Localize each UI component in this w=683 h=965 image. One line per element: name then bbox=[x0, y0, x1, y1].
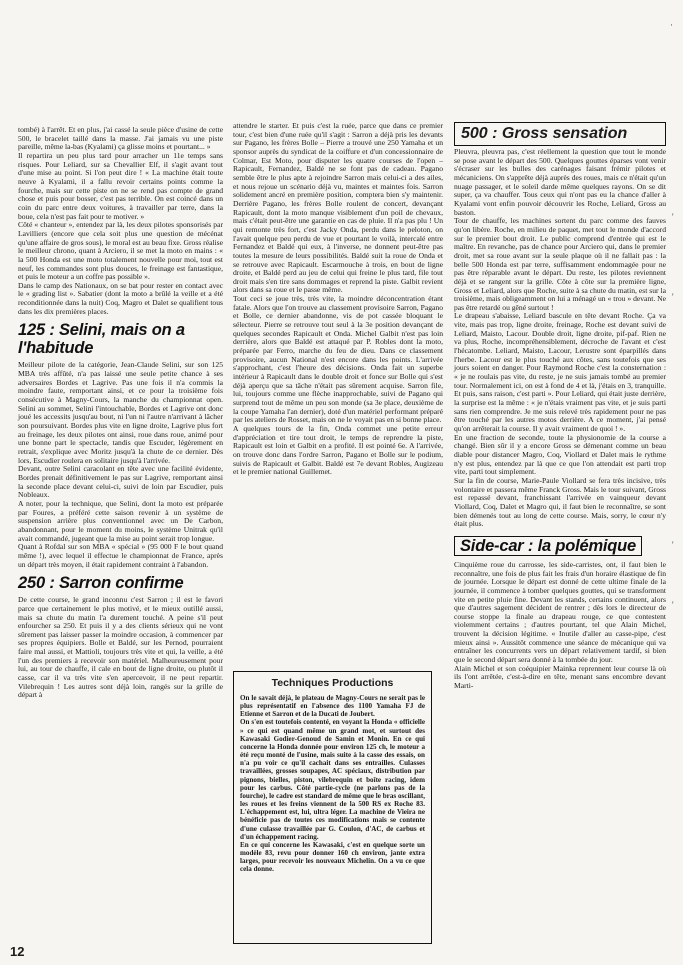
margin-mark: · bbox=[670, 20, 673, 30]
article-text: Meilleur pilote de la catégorie, Jean-Claude Selini, sur son 125 MBA très affûté, n'a pas laissé une seule petite chance à ses adversaires Bordes et Lagrive. Pas une fois il n'a commis la moindre faute, remportant ainsi, et ce pour la troisième fois consécutive à Magny-Cours, la manche du championnat open. Selini au sommet, Selini l'intouchable, Bordes et Lagrive ont donc joué les accessits jusqu'au bout, ni l'un ni l'autre n'arrivant à lâcher son poursuivant. Bordes plus vite en ligne droite, Lagrive plus fort au freinage, les deux pilotes ont ainsi, roue dans roue, animé pour une bonne part le spectacle, tandis que Escuder, légèrement en retrait, s'explique avec Moritz jusqu'à la chute de ce dernier. Dès lors, Escudier roulera en solitaire jusqu'à l'arrivée. Devant, outre Selini caracolant en tête avec une facilité évidente, Bordes prenait définitivement le pas sur Lagrive, remportant ainsi la seconde place devant celui-ci, suivi de loin par Escudier, puis Nobleaux. A noter, pour la technique, que Selini, dont la moto est préparée par Foures, a préféré cette saison revenir à un système de suspension arrière plus conventionnel avec un De Carbon, abandonnant, pour le moment du moins, le système Unitrak qu'il avait commandé, jugeant que la mise au point serait trop longue. Quant à Rofdal sur son MBA « spécial » (95 000 F le bout quand même !), avec lequel il effectue le championnat de France, après un départ très moyen, il était rapidement contraint à l'abandon. bbox=[18, 360, 223, 569]
margin-mark: ' bbox=[672, 292, 674, 302]
column-middle bbox=[233, 122, 443, 477]
section-heading-500: 500 : Gross sensation bbox=[454, 122, 666, 146]
article-text: De cette course, le grand inconnu c'est Sarron ; il est le favori parce que certainement le plus motivé, et le mieux outillé aussi, mais sa chute du matin l'a durement touché. A peine s'il peut enfourcher sa 250. Et puis il y a des clients sérieux qui ne vont sûrement pas laisser passer la moindre occasion, à commencer par ses propres équipiers. Bolle et Baldé, sur les Pernod, pourraient faire mal aussi, et Mattioli, toujours très vite et qui, la veille, a été l'un des premiers à recevoir son matériel. Malheureusement pour lui, au tour de chauffe, il cale en bout de ligne droite, ou plutôt il casse, car il va très vite s'en apercevoir, il ne peut repartir. Vilebrequin ! Les autres sont déjà loin, rangés sur la grille de départ à bbox=[18, 595, 223, 700]
sidebar-box-technique bbox=[233, 671, 432, 944]
column-left bbox=[18, 126, 223, 700]
article-text: Cinquième roue du carrosse, les side-carristes, ont, il faut bien le reconnaître, une fois de plus fait les frais d'un horaire élastique de fin de journée. Lorsque le départ est donné de cette ultime finale de la journée, il commence à tomber quelques gouttes, qui se transforment vite en petite pluie fine. Devant les stands, certains continuent, alors que d'autres sagement décident de rentrer ; dès lors le directeur de course stoppe la finale au drapeau rouge, ce que contestent violemment certains ; d'autres pourtant, tel que Alain Michel, trouvent la décision légitime. « Inutile d'aller au casse-pipe, c'est mieux ainsi ». Aussitôt commence une séance de mécanique qui va entraîner les concurrents vers un départ relativement tardif, si bien que le second départ sera donné à la tombée du jour. Alain Michel et son coéquipier Mainka reprennent leur course là où ils l'ont arrêtée, c'est-à-dire en tête, menant sans encombre devant Marti- bbox=[454, 559, 666, 691]
margin-mark: ' bbox=[672, 540, 674, 550]
article-text: attendre le starter. Et puis c'est la ruée, parce que dans ce premier tour, c'est bien d'une ruée qu'il s'agit : Sarron a déjà pris les devants sur Pagano, les frères Bolle – Pierre a trouvé une 250 Yamaha et un sponsor auprès du syndicat de la coiffure et d'un concessionnaire de Colmar, Est Moto, pour disputer les quatre courses de l'open – Rapicault, Fernandez, Baldé ne se font pas de cadeau. Pagano semble être le plus apte à rejoindre Sarron mais celui-ci a des ailes, et nous rejoue un scénario déjà vu, maintes et maintes fois. Sarron solidement ancré en première position, comptera bien s'y maintenir. Derrière Pagano, les frères Bolle roulent de concert, devançant Rapicault, dont la moto manque visiblement d'un poil de chevaux, mais c'était peut-être une garantie en cas de pluie. Il n'a pas plu ! Un qui remonte très fort, c'est Jacky Onda, perdu dans le peloton, on l'avait quelque peu perdu de vue et pourtant le voilà, intercalé entre Fernandez et Baldé qui eux, à l'inverse, ne donnent peut-être pas toutes la mesure de leurs possibilités. Baldé suit la roue de Onda et se retrouve avec Rapicault. Escarmouche à trois, en bout de ligne droite, et Baldé perd au jeu de celui qui freine le plus tard, file tout droit mais s'en tire sans dommages et reprend la piste. Galbit revient alors dans sa roue et le passe même. Tout ceci se joue très, très vite, la moindre déconcentration étant fatale. Alors que l'on trouve au classement provisoire Sarron, Pagano et Bolle, ce dernier abandonne, vis de pot cassée bloquant le sélecteur. Pierre se retrouve tout seul à la 3e position devançant de quelques secondes Rapicault et Onda. Michel Galbit n'est pas loin derrière, alors que Baldé est attaqué par P. Robles dont la moto, préparée par Ferro, marche du feu de dieu. Dans ce classement provisoire, aucun National n'est encore dans les points. L'arrivée s'approchant, c'est l'heure des décisions. Onda fait un superbe intérieur à Rapicault dans le double droit et fonce sur Bolle qui s'est déjà aperçu que sa tâche n'était pas sûrement acquise. Sarron file, lui, toujours comme une flèche inapprochable, suivi de Pagano qui surprend tout de même un peu son monde (sa 3e place, deuxième de la coupe Yamaha l'an dernier), doté d'un matériel performant préparé par les ateliers de Rosset, mais on ne le voyait pas en si bonne place. A quelques tours de la fin, Onda commet une petite erreur d'appréciation et tire tout droit, le temps de reprendre la piste, Rapicault est loin et Galbit en a profité. Il est pointé 6e. A l'arrivée, on trouve donc dans l'ordre Sarron, Pagano et Bolle sur le podium, suivis de Rapicault et Galbit. Baldé est 7e devant Robles, Augizeau et le premier national Guillemet. bbox=[233, 121, 443, 477]
section-heading-125: 125 : Selini, mais on a l'habitude bbox=[18, 321, 185, 358]
margin-mark: ' bbox=[672, 212, 674, 222]
article-text: Pleuvra, pleuvra pas, c'est réellement la question que tout le monde se pose avant le départ des 500. Quelques gouttes éparses vont venir s'écraser sur les bulles des carénages faisant frémir pilotes et mécaniciens. On s'apprête déjà auprès des roues, mais ce n'était qu'un nuage passager, et le soleil darde même quelques rayons. On se dit super, ça va chauffer. Tous ceux qui n'ont pas eu la chance d'aller à Kyalami vont enfin pouvoir découvrir les Roche, Leliard, Gross au baston. Tour de chauffe, les machines sortent du parc comme des fauves qu'on libère. Roche, en milieu de paquet, met tout le monde d'accord sur le premier bout droit. Le public comprend d'entrée qui est le maître. En revanche, pas de chance pour Arciero qui, dans le premier droit, met sa roue avant sur la seule plaque où il ne fallait pas : la belle 500 Honda est par terre, suffisamment endommagée pour ne pas être réparable avant le départ. Du reste, les pilotes reviennent déjà et se rangent sur la grille. Côte à côte sur la première ligne, Gross et Leliard, alors que Roche, suite à sa chute du matin, est sur la troisième, mais obligeamment on lui a ménagé un « trou » devant. Ne pas être retardé ou gêné surtout ! Le drapeau s'abaisse, Leliard bascule en tête devant Roche. Ça va vite, mais pas trop, ligne droite, freinage, Roche est devant suivi de Leliard, Maisto, Lacour. Double droit, ligne droite, pif-paf. Rien ne va plus, Roche, incompréhensiblement, décroche de l'avant et c'est l'hécatombe. Leliard, Maisto, Lacour, Lerustre sont éparpillés dans l'herbe. Lacour est le plus touché aux côtes, sans toutefois que ses jours soient en danger. Pour Raymond Roche c'est la consternation : « je ne roulais pas vite, du reste, je ne suis jamais tombé au premier tour. Normalement ici, on est à fond de 4 et là, j'étais en 3, tranquille. Et puis, sans raison, c'est parti ». Pour Leliard, qui était juste derrière, la surprise est la même : « je n'étais vraiment pas vite, et je suis parti sans rien comprendre. Je me suis relevé très rapidement pour ne pas être touché par les autres motos derrière. A ce moment, j'ai pensé qu'on arrêterait la course. Il y avait vraiment de quoi ! ». En une fraction de seconde, toute la physionomie de la course a changé. Bien sûr il y a encore Gross se démenant comme un beau diable pour distancer Magro, Coq, Viollard et Dalet mais le rythme n'y est plus, entendez par là que ce que l'on attendait est parti trop vite, parti tout simplement. Sur la fin de course, Marie-Paule Viollard se fera très incisive, très volontaire et passera même Franck Gross. Mais le tour suivant, Gross est repassé devant, franchissant l'arrivée en vainqueur devant Viollard, Coq, Dalet et Magro qui, il faut bien le reconnaître, se sont bien démenés tout au long de cette course. Mais, sorry, le cœur n'y était plus. bbox=[454, 147, 666, 529]
sidebar-box-text: On le savait déjà, le plateau de Magny-Cours ne serait pas le plus représentatif en l'absence des 1100 Yamaha FJ de Etienne et Sarron et de la Ducati de Joubert. On s'en est toutefois contenté, en voyant la Honda « officielle » ce qui est quand même un grand mot, et surtout des Kawasaki Godier-Genoud de Samin et Monin. En ce qui concerne la Honda donnée pour environ 125 ch, le moteur a été reçu monté de l'usine, mais suite à la casse des essais, on n'a pu voir ce qu'il cachait dans ses entrailles. Culasses travaillées, grosses soupapes, AC spéciaux, distribution par pignons, bielles, piston, vilebrequin et boîte racing, idem pour les carbus. Côté partie-cycle (ne parlons pas de la fourche), le cadre est standard de même que le bras oscillant, les roues et les freins viennent de la 500 RS ex Roche 83. L'échappement est, lui, ultra léger. La machine de Vieira ne bénéficie pas de toutes ces modifications mais se contente d'une culasse travaillée par G. Coulon, d'AC, de carbus et d'un échappement racing. En ce qui concerne les Kawasaki, c'est en quelque sorte un modèle 83, revu pour donner 160 ch environ, jante extra larges, pour recevoir les nouveaux Michelin. On a vu ce que cela donne. bbox=[240, 694, 425, 874]
page-number: 12 bbox=[10, 944, 25, 959]
sidebar-box-title: Techniques Productions bbox=[271, 677, 394, 689]
section-heading-sidecar: Side-car : la polémique bbox=[454, 536, 642, 556]
section-heading-250: 250 : Sarron confirme bbox=[18, 574, 184, 593]
margin-mark: ' bbox=[672, 600, 674, 610]
article-text: tombé) à l'arrêt. Et en plus, j'ai cassé la seule pièce d'usine de cette 500, le bracelet taillé dans la masse. J'ai jamais vu une piste pareille, même la-bas (Kyalami) ça glisse moins et pourtant... » Il repartira un peu plus tard pour arracher un 11e temps sans risques. Pour Leliard, sur sa Chevallier Elf, il s'agit avant tout d'une mise au point. Si l'on peut dire ! « La machine était toute neuve à Kyalami, il a fallu revoir certains points comme la fourche, mais sur cette piste on ne se rend pas compte de grand chose et puis pour bosser, c'est pas terrible. On est coincé dans un coin du parc entre deux voitures, à travailler par terre, dans la boue, cela n'est pas fait pour te motiver. » Côté « chanteur », entendez par là, les deux pilotes sponsorisés par Lavilliers (encore que cela soit plus une question de mécénat qu'une affaire de gros sous), le moral est au beau fixe. Gross réalise le meilleur chrono, quant à Arciero, il se met la moto en mains : « la 500 Honda est une moto totalement nouvelle pour moi, tout est neuf, les commandes sont plus douces, le freinage est fantastique, et puis le moteur a un coffre pas possible ». Dans le camp des Nationaux, on se bat pour rester en contact avec le « grading list ». Sabatier (dont la moto a brûlé la veille et a été reconditionnée dans la nuit) Coq, Magro et Dalet se qualifient tous dans les dix premières places. bbox=[18, 125, 223, 316]
column-right bbox=[454, 148, 666, 691]
